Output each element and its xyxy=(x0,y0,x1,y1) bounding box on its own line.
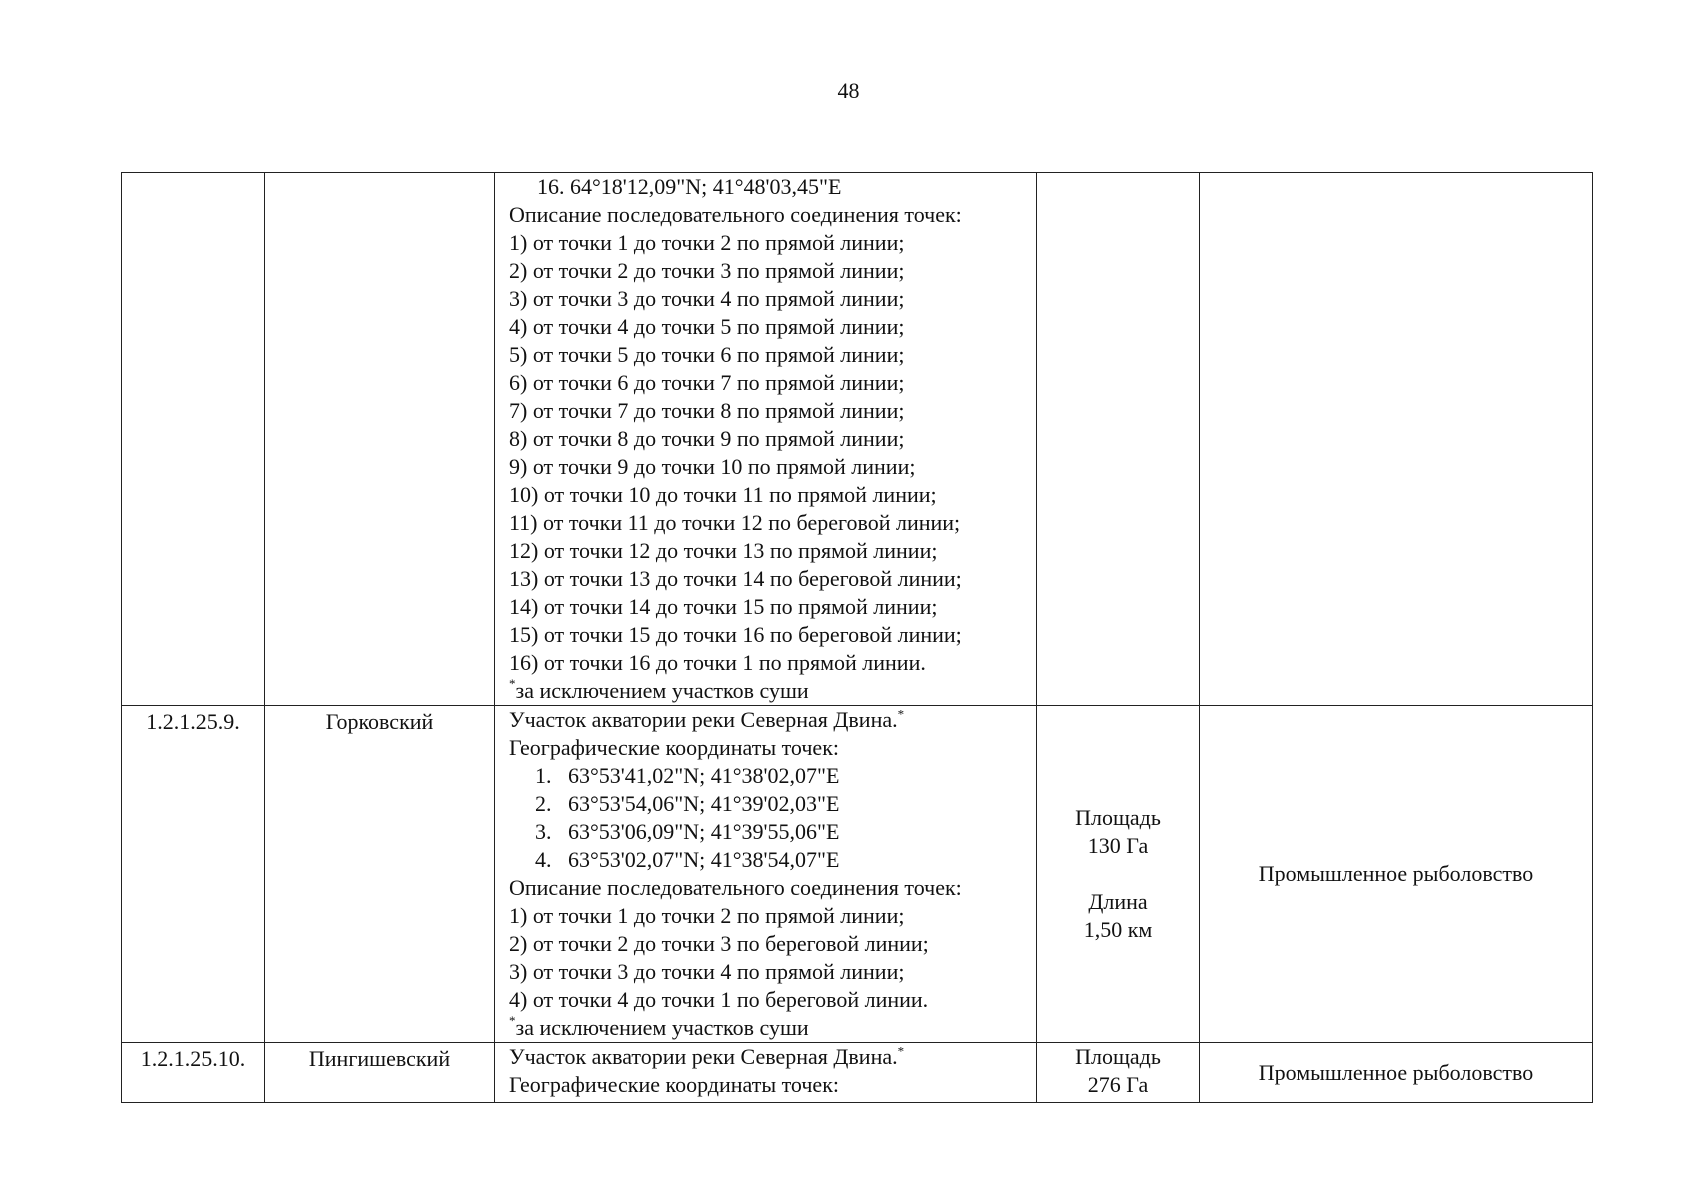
list-item: 6) от точки 6 до точки 7 по прямой линии; xyxy=(509,370,905,395)
table-row xyxy=(122,173,1593,706)
list-item: 5) от точки 5 до точки 6 по прямой линии; xyxy=(509,342,905,367)
list-item: 4) от точки 4 до точки 5 по прямой линии; xyxy=(509,314,905,339)
list-item: 8) от точки 8 до точки 9 по прямой линии; xyxy=(509,426,905,451)
list-item: 1. 63°53'41,02"N; 41°38'02,07"E xyxy=(535,763,840,788)
footnote-star: * xyxy=(509,676,516,691)
list-item: 2) от точки 2 до точки 3 по береговой линии; xyxy=(509,931,929,956)
list-item: 16) от точки 16 до точки 1 по прямой линии. xyxy=(509,650,926,675)
area-value: 130 Га xyxy=(1087,833,1149,858)
page-number: 48 xyxy=(837,78,860,103)
table-row xyxy=(122,1043,1593,1103)
length-label: Длина xyxy=(1088,889,1148,914)
area-title-star: * xyxy=(897,1043,905,1059)
usage-cell xyxy=(1200,173,1593,706)
list-item: 9) от точки 9 до точки 10 по прямой линии; xyxy=(509,454,916,479)
footnote-star: * xyxy=(509,1013,516,1028)
row-number-cell: 1.2.1.25.9. xyxy=(122,706,265,1043)
coordinate-list xyxy=(509,762,1032,874)
coordinate-line: 16. 64°18'12,09"N; 41°48'03,45"E xyxy=(537,174,842,199)
list-item: 10) от точки 10 до точки 11 по прямой линии; xyxy=(509,482,937,507)
row-number-cell: 1.2.1.25.10. xyxy=(122,1043,265,1103)
connection-list xyxy=(509,229,1032,677)
table-row xyxy=(122,706,1593,1043)
area-description-cell xyxy=(495,706,1037,1043)
list-item: 3) от точки 3 до точки 4 по прямой линии; xyxy=(509,959,905,984)
footnote-text: за исключением участков суши xyxy=(515,1015,809,1040)
area-description-cell xyxy=(495,1043,1037,1103)
parameters-cell xyxy=(1037,1043,1200,1103)
list-item: 14) от точки 14 до точки 15 по прямой линии; xyxy=(509,594,938,619)
footnote xyxy=(509,677,1032,705)
list-item: 11) от точки 11 до точки 12 по береговой линии; xyxy=(509,510,961,535)
list-item: 1) от точки 1 до точки 2 по прямой линии; xyxy=(509,230,905,255)
parameters-cell xyxy=(1037,173,1200,706)
area-title-text: Участок акватории реки Северная Двина. xyxy=(509,707,898,732)
list-item: 3) от точки 3 до точки 4 по прямой линии; xyxy=(509,286,905,311)
list-item: 7) от точки 7 до точки 8 по прямой линии; xyxy=(509,398,905,423)
water-areas-table xyxy=(121,172,1593,1103)
list-item: 4. 63°53'02,07"N; 41°38'54,07"E xyxy=(535,847,840,872)
area-name-cell: Пингишевский xyxy=(265,1043,495,1103)
area-name-cell xyxy=(265,173,495,706)
parameters-cell xyxy=(1037,706,1200,1043)
coords-heading: Географические координаты точек: xyxy=(509,1072,839,1097)
area-label: Площадь xyxy=(1075,805,1161,830)
connection-list xyxy=(509,902,1032,1014)
footnote xyxy=(509,1014,1032,1042)
connection-heading: Описание последовательного соединения точек: xyxy=(509,202,962,227)
list-item: 13) от точки 13 до точки 14 по береговой линии; xyxy=(509,566,962,591)
area-value: 276 Га xyxy=(1087,1072,1149,1097)
list-item: 2) от точки 2 до точки 3 по прямой линии; xyxy=(509,258,905,283)
list-item: 3. 63°53'06,09"N; 41°39'55,06"E xyxy=(535,819,840,844)
area-description-cell xyxy=(495,173,1037,706)
connection-heading: Описание последовательного соединения точек: xyxy=(509,875,962,900)
area-title-star: * xyxy=(897,706,905,722)
area-name-cell: Горковский xyxy=(265,706,495,1043)
list-item: 4) от точки 4 до точки 1 по береговой линии. xyxy=(509,987,929,1012)
list-item: 1) от точки 1 до точки 2 по прямой линии; xyxy=(509,903,905,928)
list-item: 2. 63°53'54,06"N; 41°39'02,03"E xyxy=(535,791,840,816)
usage-cell: Промышленное рыболовство xyxy=(1200,706,1593,1043)
area-label: Площадь xyxy=(1075,1044,1161,1069)
length-value: 1,50 км xyxy=(1083,917,1153,942)
row-number-cell xyxy=(122,173,265,706)
footnote-text: за исключением участков суши xyxy=(515,678,809,703)
area-title-text: Участок акватории реки Северная Двина. xyxy=(509,1044,898,1069)
list-item: 12) от точки 12 до точки 13 по прямой линии; xyxy=(509,538,938,563)
list-item: 15) от точки 15 до точки 16 по береговой линии; xyxy=(509,622,962,647)
area-title xyxy=(509,706,1032,734)
area-title xyxy=(509,1043,1032,1071)
coords-heading: Географические координаты точек: xyxy=(509,735,839,760)
usage-cell: Промышленное рыболовство xyxy=(1200,1043,1593,1103)
